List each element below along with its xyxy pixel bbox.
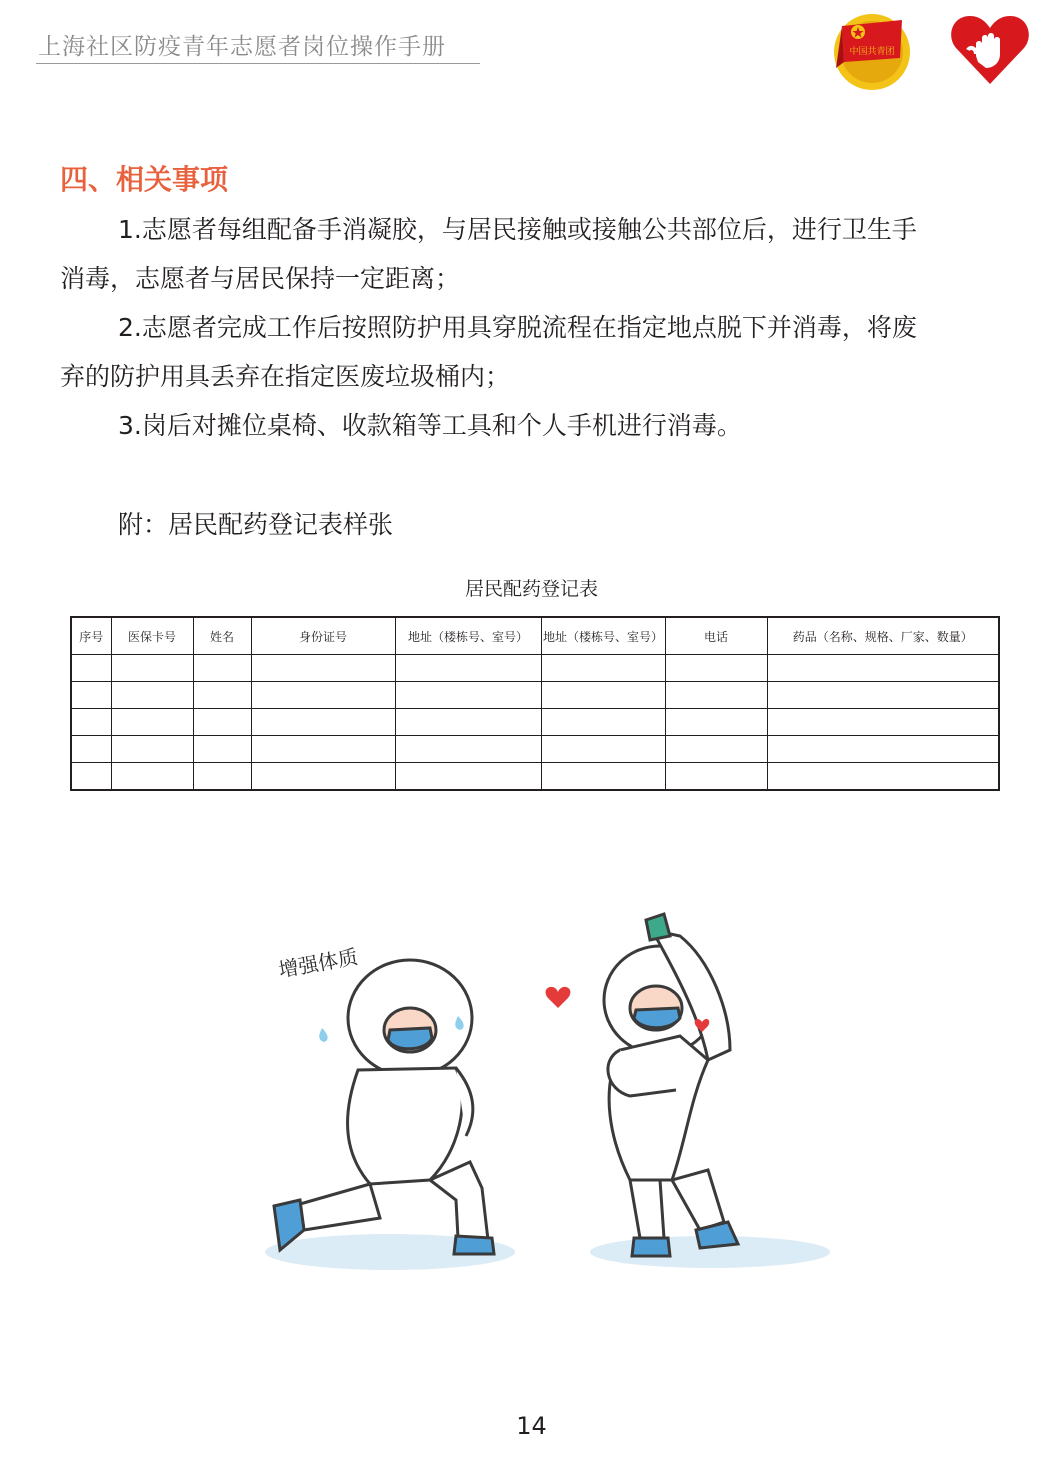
appendix-note: 附：居民配药登记表样张 (118, 510, 394, 539)
table-cell (395, 682, 541, 709)
notice-item-2-line-1: 2.志愿者完成工作后按照防护用具穿脱流程在指定地点脱下并消毒，将废 (118, 313, 917, 342)
kneeling-volunteer-icon (300, 960, 488, 1240)
notice-item-3-line-1: 3.岗后对摊位桌椅、收款箱等工具和个人手机进行消毒。 (118, 411, 742, 440)
table-cell (71, 763, 111, 791)
table-cell (111, 655, 193, 682)
table-cell (665, 736, 767, 763)
table-cell (541, 655, 665, 682)
notice-item-1 (60, 205, 1000, 303)
volunteers-illustration (260, 900, 860, 1290)
page-number: 14 (516, 1412, 547, 1440)
col-header-serial: 序号 (71, 617, 111, 655)
table-cell (767, 709, 999, 736)
table-cell (665, 655, 767, 682)
table-cell (541, 682, 665, 709)
table-cell (193, 709, 251, 736)
raised-glove-icon (646, 914, 670, 940)
table-row (71, 736, 999, 763)
table-row (71, 655, 999, 682)
table-cell (395, 655, 541, 682)
youth-league-logo-icon (828, 6, 916, 94)
table-cell (193, 682, 251, 709)
table-cell (665, 763, 767, 791)
manual-title: 上海社区防疫青年志愿者岗位操作手册 (38, 34, 446, 60)
notice-item-2 (60, 303, 1000, 401)
right-figure-boot-icon (632, 1238, 670, 1256)
table-cell (395, 736, 541, 763)
notice-item-3 (60, 401, 1000, 450)
table-row (71, 763, 999, 791)
col-header-address-2: 地址（楼栋号、室号） (541, 617, 665, 655)
table-cell (767, 736, 999, 763)
header-divider (36, 63, 480, 64)
col-header-id-number: 身份证号 (251, 617, 395, 655)
table-cell (71, 736, 111, 763)
table-cell (395, 763, 541, 791)
stretching-volunteer-icon (604, 930, 730, 1238)
table-cell (251, 682, 395, 709)
table-cell (395, 709, 541, 736)
table-cell (111, 763, 193, 791)
notice-item-2-line-2: 弃的防护用具丢弃在指定医废垃圾桶内； (60, 362, 511, 391)
col-header-medicine: 药品（名称、规格、厂家、数量） (767, 617, 999, 655)
table-cell (767, 655, 999, 682)
table-cell (193, 655, 251, 682)
table-header-row (71, 617, 999, 655)
table-cell (71, 709, 111, 736)
table-cell (111, 682, 193, 709)
notice-item-1-line-2: 消毒，志愿者与居民保持一定距离； (60, 264, 461, 293)
table-title: 居民配药登记表 (464, 578, 598, 600)
table-cell (541, 736, 665, 763)
col-header-phone: 电话 (665, 617, 767, 655)
table-cell (193, 736, 251, 763)
col-header-address-1: 地址（楼栋号、室号） (395, 617, 541, 655)
table-cell (251, 709, 395, 736)
col-header-insurance-card: 医保卡号 (111, 617, 193, 655)
table-cell (71, 655, 111, 682)
table-cell (71, 682, 111, 709)
table-cell (193, 763, 251, 791)
table-cell (251, 655, 395, 682)
notice-item-1-line-1: 1.志愿者每组配备手消凝胶，与居民接触或接触公共部位后，进行卫生手 (118, 215, 917, 244)
heart-icon (546, 987, 571, 1008)
table-body (71, 655, 999, 791)
table-cell (111, 709, 193, 736)
table-cell (251, 736, 395, 763)
registration-table (70, 616, 1000, 791)
right-boot-icon (454, 1236, 494, 1254)
table-cell (541, 763, 665, 791)
section-title: 四、相关事项 (60, 163, 229, 196)
table-row (71, 682, 999, 709)
table-cell (111, 736, 193, 763)
sweat-drop-icon (319, 1028, 327, 1042)
col-header-name: 姓名 (193, 617, 251, 655)
table-cell (251, 763, 395, 791)
table-cell (767, 763, 999, 791)
table-cell (767, 682, 999, 709)
table-row (71, 709, 999, 736)
logo-lettering: 中国共青团 (849, 47, 895, 57)
volunteer-heart-hand-icon (948, 8, 1032, 88)
table-cell (541, 709, 665, 736)
illustration-caption: 增强体质 (276, 944, 360, 983)
table-cell (665, 682, 767, 709)
table-cell (665, 709, 767, 736)
